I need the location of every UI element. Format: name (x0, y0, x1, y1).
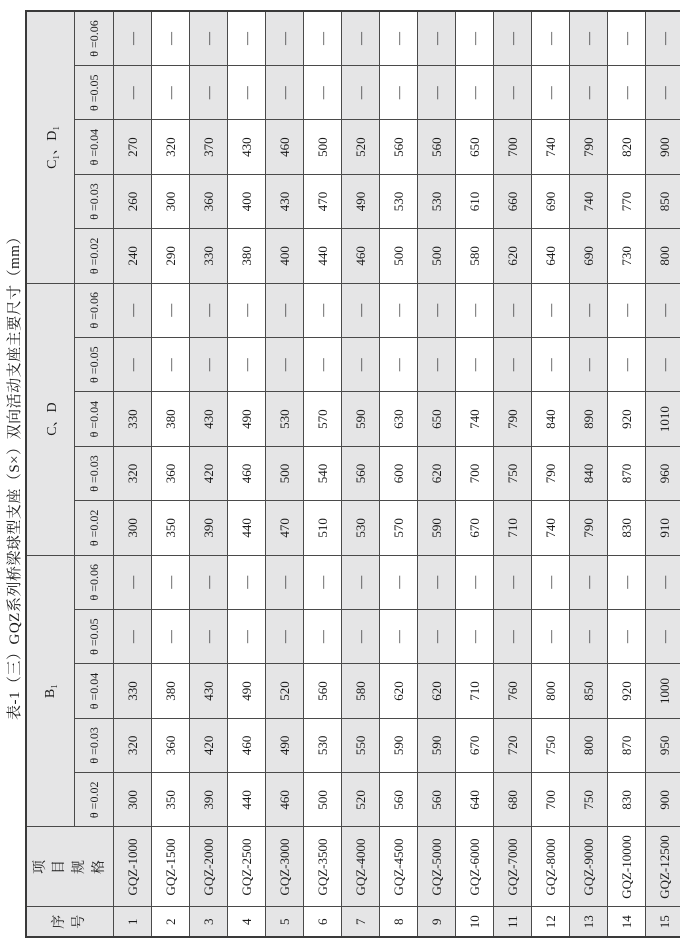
value-cell: 720 (494, 718, 532, 772)
value-cell: — (114, 11, 152, 66)
value-cell: 830 (608, 773, 646, 827)
value-cell: 330 (114, 392, 152, 446)
value-cell: 670 (456, 501, 494, 555)
page-title: 表-1（三）GQZ系列桥梁球型支座（S×）双向活动支座主要尺寸（mm） (7, 229, 23, 720)
value-cell: 870 (608, 718, 646, 772)
value-cell: 330 (190, 229, 228, 283)
table-row (418, 11, 456, 937)
seq-cell: 3 (190, 907, 228, 937)
value-cell: — (152, 609, 190, 663)
value-cell: — (418, 337, 456, 391)
table-row (456, 11, 494, 937)
value-cell: — (532, 609, 570, 663)
value-cell: 530 (418, 174, 456, 228)
theta-header: θ =0.06 (75, 555, 114, 609)
value-cell: — (380, 555, 418, 609)
value-cell: 350 (152, 501, 190, 555)
col-header-spec: 项 目 规 格 (26, 827, 114, 907)
theta-header: θ =0.02 (75, 229, 114, 283)
value-cell: — (114, 609, 152, 663)
value-cell: — (456, 66, 494, 120)
dimension-table (25, 10, 680, 938)
value-cell: — (418, 11, 456, 66)
seq-cell: 4 (228, 907, 266, 937)
value-cell: 440 (228, 501, 266, 555)
value-cell: — (570, 555, 608, 609)
value-cell: 360 (152, 446, 190, 500)
value-cell: — (646, 11, 680, 66)
value-cell: 300 (114, 773, 152, 827)
spec-cell: GQZ-2500 (228, 827, 266, 907)
value-cell: — (570, 337, 608, 391)
value-cell: — (152, 66, 190, 120)
spec-cell: GQZ-7000 (494, 827, 532, 907)
value-cell: 490 (266, 718, 304, 772)
table-row (570, 11, 608, 937)
spec-cell: GQZ-5000 (418, 827, 456, 907)
value-cell: — (304, 11, 342, 66)
value-cell: 600 (380, 446, 418, 500)
seq-cell: 11 (494, 907, 532, 937)
theta-header: θ =0.02 (75, 501, 114, 555)
value-cell: 840 (532, 392, 570, 446)
value-cell: — (570, 609, 608, 663)
value-cell: 350 (152, 773, 190, 827)
value-cell: 870 (608, 446, 646, 500)
value-cell: 740 (456, 392, 494, 446)
value-cell: — (190, 283, 228, 337)
value-cell: — (304, 283, 342, 337)
value-cell: — (494, 609, 532, 663)
value-cell: 430 (228, 120, 266, 174)
value-cell: — (418, 283, 456, 337)
value-cell: 640 (532, 229, 570, 283)
spec-cell: GQZ-3500 (304, 827, 342, 907)
value-cell: 440 (228, 773, 266, 827)
spec-cell: GQZ-10000 (608, 827, 646, 907)
spec-cell: GQZ-3000 (266, 827, 304, 907)
group-header-b1: B₁ (26, 555, 75, 827)
table-row (190, 11, 228, 937)
value-cell: 300 (114, 501, 152, 555)
spec-cell: GQZ-8000 (532, 827, 570, 907)
seq-cell: 7 (342, 907, 380, 937)
group-header-cd: C、D (26, 283, 75, 555)
value-cell: — (418, 609, 456, 663)
value-cell: 590 (380, 718, 418, 772)
value-cell: 240 (114, 229, 152, 283)
value-cell: 560 (418, 773, 456, 827)
value-cell: — (228, 337, 266, 391)
value-cell: 400 (266, 229, 304, 283)
value-cell: 790 (570, 120, 608, 174)
value-cell: 700 (456, 446, 494, 500)
value-cell: 320 (152, 120, 190, 174)
value-cell: 470 (304, 174, 342, 228)
seq-cell: 10 (456, 907, 494, 937)
value-cell: — (228, 555, 266, 609)
value-cell: 380 (152, 664, 190, 718)
value-cell: 550 (342, 718, 380, 772)
value-cell: — (304, 609, 342, 663)
value-cell: 460 (266, 773, 304, 827)
value-cell: 490 (228, 392, 266, 446)
value-cell: 920 (608, 664, 646, 718)
seq-cell: 13 (570, 907, 608, 937)
value-cell: 530 (304, 718, 342, 772)
value-cell: 500 (380, 229, 418, 283)
value-cell: — (380, 66, 418, 120)
value-cell: 490 (228, 664, 266, 718)
value-cell: — (494, 11, 532, 66)
value-cell: 500 (418, 229, 456, 283)
value-cell: 920 (608, 392, 646, 446)
value-cell: 900 (646, 773, 680, 827)
theta-header: θ =0.04 (75, 120, 114, 174)
value-cell: 830 (608, 501, 646, 555)
value-cell: 530 (380, 174, 418, 228)
value-cell: — (114, 66, 152, 120)
value-cell: — (228, 609, 266, 663)
seq-cell: 15 (646, 907, 680, 937)
value-cell: 700 (532, 773, 570, 827)
value-cell: — (418, 555, 456, 609)
group-header-row (26, 11, 75, 937)
value-cell: — (152, 337, 190, 391)
value-cell: 420 (190, 446, 228, 500)
theta-header: θ =0.03 (75, 718, 114, 772)
value-cell: — (342, 11, 380, 66)
value-cell: — (608, 283, 646, 337)
seq-cell: 1 (114, 907, 152, 937)
value-cell: 800 (532, 664, 570, 718)
value-cell: — (266, 609, 304, 663)
value-cell: 840 (570, 446, 608, 500)
value-cell: — (266, 66, 304, 120)
value-cell: 660 (494, 174, 532, 228)
value-cell: 400 (228, 174, 266, 228)
value-cell: — (380, 609, 418, 663)
table-row (494, 11, 532, 937)
value-cell: 580 (342, 664, 380, 718)
seq-cell: 8 (380, 907, 418, 937)
spec-cell: GQZ-9000 (570, 827, 608, 907)
seq-cell: 12 (532, 907, 570, 937)
value-cell: 370 (190, 120, 228, 174)
value-cell: — (266, 555, 304, 609)
value-cell: 910 (646, 501, 680, 555)
value-cell: — (418, 66, 456, 120)
theta-header: θ =0.04 (75, 392, 114, 446)
value-cell: 620 (418, 446, 456, 500)
value-cell: 850 (570, 664, 608, 718)
table-row (646, 11, 680, 937)
table-row (532, 11, 570, 937)
value-cell: 460 (228, 446, 266, 500)
table-row (266, 11, 304, 937)
value-cell: — (152, 555, 190, 609)
seq-cell: 9 (418, 907, 456, 937)
value-cell: — (646, 555, 680, 609)
value-cell: 590 (342, 392, 380, 446)
value-cell: 740 (532, 120, 570, 174)
value-cell: 790 (570, 501, 608, 555)
value-cell: — (228, 283, 266, 337)
value-cell: — (570, 11, 608, 66)
value-cell: — (152, 11, 190, 66)
value-cell: — (456, 555, 494, 609)
value-cell: 820 (608, 120, 646, 174)
value-cell: 710 (456, 664, 494, 718)
value-cell: 950 (646, 718, 680, 772)
value-cell: 460 (342, 229, 380, 283)
value-cell: 260 (114, 174, 152, 228)
value-cell: 570 (380, 501, 418, 555)
value-cell: 620 (494, 229, 532, 283)
value-cell: 330 (114, 664, 152, 718)
value-cell: — (228, 11, 266, 66)
value-cell: 730 (608, 229, 646, 283)
table-row (114, 11, 152, 937)
value-cell: — (228, 66, 266, 120)
value-cell: — (190, 609, 228, 663)
value-cell: — (608, 66, 646, 120)
spec-cell: GQZ-1500 (152, 827, 190, 907)
value-cell: 690 (532, 174, 570, 228)
value-cell: 670 (456, 718, 494, 772)
value-cell: 650 (456, 120, 494, 174)
value-cell: — (494, 555, 532, 609)
value-cell: — (646, 283, 680, 337)
value-cell: — (646, 609, 680, 663)
value-cell: — (190, 66, 228, 120)
value-cell: — (570, 66, 608, 120)
value-cell: 430 (190, 392, 228, 446)
value-cell: — (342, 66, 380, 120)
value-cell: 320 (114, 718, 152, 772)
value-cell: 850 (646, 174, 680, 228)
value-cell: — (532, 555, 570, 609)
value-cell: — (190, 337, 228, 391)
value-cell: — (380, 337, 418, 391)
value-cell: — (342, 555, 380, 609)
value-cell: 460 (266, 120, 304, 174)
value-cell: — (456, 337, 494, 391)
value-cell: 430 (190, 664, 228, 718)
value-cell: — (304, 555, 342, 609)
value-cell: 590 (418, 718, 456, 772)
value-cell: 560 (342, 446, 380, 500)
group-header-c1d1: C₁、D₁ (26, 11, 75, 283)
value-cell: 610 (456, 174, 494, 228)
value-cell: 560 (380, 120, 418, 174)
table-row (152, 11, 190, 937)
value-cell: 530 (266, 392, 304, 446)
value-cell: 580 (456, 229, 494, 283)
seq-cell: 6 (304, 907, 342, 937)
value-cell: 900 (646, 120, 680, 174)
value-cell: — (342, 337, 380, 391)
value-cell: 290 (152, 229, 190, 283)
value-cell: — (532, 283, 570, 337)
value-cell: 620 (380, 664, 418, 718)
seq-cell: 5 (266, 907, 304, 937)
value-cell: 500 (304, 120, 342, 174)
value-cell: 750 (570, 773, 608, 827)
value-cell: — (532, 11, 570, 66)
value-cell: 500 (266, 446, 304, 500)
value-cell: 800 (646, 229, 680, 283)
value-cell: — (190, 555, 228, 609)
value-cell: — (304, 337, 342, 391)
value-cell: — (494, 66, 532, 120)
value-cell: — (646, 337, 680, 391)
value-cell: 960 (646, 446, 680, 500)
value-cell: 520 (266, 664, 304, 718)
value-cell: 570 (304, 392, 342, 446)
value-cell: 740 (570, 174, 608, 228)
value-cell: 750 (494, 446, 532, 500)
value-cell: 520 (342, 120, 380, 174)
value-cell: — (570, 283, 608, 337)
value-cell: 360 (152, 718, 190, 772)
value-cell: — (532, 66, 570, 120)
value-cell: 510 (304, 501, 342, 555)
table-row (380, 11, 418, 937)
value-cell: — (114, 283, 152, 337)
value-cell: 300 (152, 174, 190, 228)
value-cell: 500 (304, 773, 342, 827)
value-cell: — (342, 283, 380, 337)
value-cell: — (608, 609, 646, 663)
value-cell: 390 (190, 773, 228, 827)
value-cell: 760 (494, 664, 532, 718)
value-cell: 790 (494, 392, 532, 446)
theta-header: θ =0.06 (75, 11, 114, 66)
value-cell: — (342, 609, 380, 663)
value-cell: — (114, 337, 152, 391)
value-cell: 360 (190, 174, 228, 228)
value-cell: — (456, 11, 494, 66)
value-cell: 320 (114, 446, 152, 500)
value-cell: — (380, 283, 418, 337)
value-cell: 420 (190, 718, 228, 772)
seq-cell: 2 (152, 907, 190, 937)
value-cell: 770 (608, 174, 646, 228)
theta-header: θ =0.03 (75, 446, 114, 500)
value-cell: 460 (228, 718, 266, 772)
value-cell: — (608, 11, 646, 66)
value-cell: 700 (494, 120, 532, 174)
value-cell: 740 (532, 501, 570, 555)
value-cell: — (608, 337, 646, 391)
value-cell: 490 (342, 174, 380, 228)
value-cell: 520 (342, 773, 380, 827)
value-cell: 390 (190, 501, 228, 555)
value-cell: 530 (342, 501, 380, 555)
value-cell: — (456, 283, 494, 337)
value-cell: 1000 (646, 664, 680, 718)
value-cell: 470 (266, 501, 304, 555)
theta-header: θ =0.02 (75, 773, 114, 827)
value-cell: 440 (304, 229, 342, 283)
value-cell: 380 (228, 229, 266, 283)
value-cell: — (646, 66, 680, 120)
table-row (228, 11, 266, 937)
theta-header-row (75, 11, 114, 937)
value-cell: 560 (380, 773, 418, 827)
value-cell: 620 (418, 664, 456, 718)
value-cell: 430 (266, 174, 304, 228)
value-cell: 1010 (646, 392, 680, 446)
theta-header: θ =0.05 (75, 609, 114, 663)
spec-cell: GQZ-4500 (380, 827, 418, 907)
spec-cell: GQZ-6000 (456, 827, 494, 907)
value-cell: 560 (418, 120, 456, 174)
spec-cell: GQZ-1000 (114, 827, 152, 907)
value-cell: — (152, 283, 190, 337)
theta-header: θ =0.05 (75, 66, 114, 120)
value-cell: — (266, 11, 304, 66)
value-cell: — (532, 337, 570, 391)
value-cell: 800 (570, 718, 608, 772)
theta-header: θ =0.04 (75, 664, 114, 718)
value-cell: 640 (456, 773, 494, 827)
spec-cell: GQZ-4000 (342, 827, 380, 907)
value-cell: 790 (532, 446, 570, 500)
table-row (304, 11, 342, 937)
theta-header: θ =0.05 (75, 337, 114, 391)
value-cell: 630 (380, 392, 418, 446)
value-cell: 710 (494, 501, 532, 555)
theta-header: θ =0.03 (75, 174, 114, 228)
value-cell: 650 (418, 392, 456, 446)
value-cell: 560 (304, 664, 342, 718)
value-cell: — (190, 11, 228, 66)
theta-header: θ =0.06 (75, 283, 114, 337)
seq-cell: 14 (608, 907, 646, 937)
value-cell: 690 (570, 229, 608, 283)
value-cell: 750 (532, 718, 570, 772)
value-cell: — (266, 283, 304, 337)
col-header-seq: 序 号 (26, 907, 114, 937)
value-cell: — (456, 609, 494, 663)
spec-cell: GQZ-12500 (646, 827, 680, 907)
table-row (342, 11, 380, 937)
value-cell: — (304, 66, 342, 120)
spec-cell: GQZ-2000 (190, 827, 228, 907)
value-cell: 590 (418, 501, 456, 555)
value-cell: 680 (494, 773, 532, 827)
value-cell: — (266, 337, 304, 391)
value-cell: — (380, 11, 418, 66)
value-cell: 890 (570, 392, 608, 446)
value-cell: — (114, 555, 152, 609)
value-cell: 380 (152, 392, 190, 446)
table-row (608, 11, 646, 937)
value-cell: — (494, 337, 532, 391)
value-cell: — (494, 283, 532, 337)
value-cell: 270 (114, 120, 152, 174)
value-cell: — (608, 555, 646, 609)
value-cell: 540 (304, 446, 342, 500)
